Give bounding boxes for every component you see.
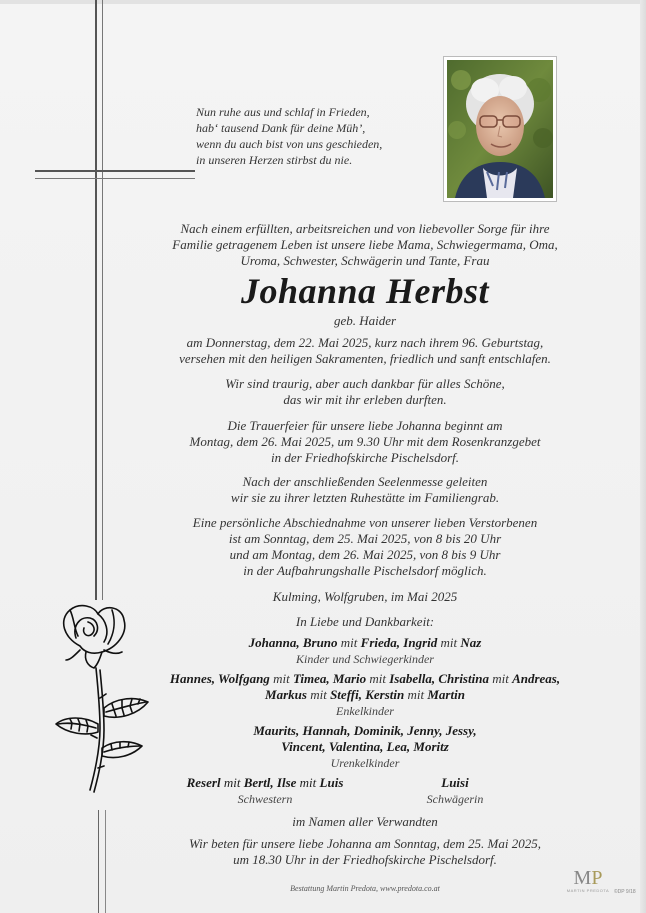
viewing-line: Eine persönliche Abschiednahme von unserer lieben Verstorbenen xyxy=(192,515,538,530)
mourner-name: Naz xyxy=(460,635,482,650)
sister-in-law-section xyxy=(395,775,515,807)
portrait-photo-frame xyxy=(443,56,557,202)
great-grandchildren-caption: Urenkelkinder xyxy=(330,756,400,770)
mourner-name: Andreas, xyxy=(512,671,561,686)
lower-vertical-line xyxy=(98,810,99,913)
poem-line: wenn du auch bist von uns geschieden, xyxy=(196,137,383,151)
intro-line: Uroma, Schwester, Schwägerin und Tante, Frau xyxy=(240,253,490,268)
mourner-name: Bertl, Ilse xyxy=(243,775,297,790)
logo-mark xyxy=(563,868,613,888)
siblings-caption: Schwestern xyxy=(237,792,293,806)
lower-vertical-line-inner xyxy=(105,810,106,913)
portrait-photo xyxy=(447,60,553,198)
mourner-name: Johanna, Bruno xyxy=(248,635,338,650)
mourner-name: Hannes, Wolfgang xyxy=(169,671,270,686)
viewing-text xyxy=(130,515,600,579)
logo-letter-m: M xyxy=(573,867,592,889)
place-date xyxy=(130,589,600,605)
funeral-text xyxy=(130,418,600,466)
mit-word: mit xyxy=(337,635,361,650)
maiden-name-text: geb. Haider xyxy=(333,313,397,328)
mit-word: mit xyxy=(269,671,293,686)
place-date-text: Kulming, Wolfgruben, im Mai 2025 xyxy=(272,589,458,604)
grandchildren-caption: Enkelkinder xyxy=(336,704,394,718)
love-line-text: In Liebe und Dankbarkeit: xyxy=(295,614,435,629)
viewing-line: ist am Sonntag, dem 25. Mai 2025, von 8 bis 20 Uhr xyxy=(228,531,502,546)
mourner-name: Reserl xyxy=(186,775,221,790)
siblings-section xyxy=(170,775,360,807)
mit-word: mit xyxy=(404,687,428,702)
mourner-name: Luisi xyxy=(441,775,469,790)
mit-word: mit xyxy=(366,671,390,686)
funeral-home-logo xyxy=(563,868,613,898)
viewing-line: in der Aufbahrungshalle Pischelsdorf möglich. xyxy=(243,563,487,578)
mourner-name: Isabella, Christina xyxy=(389,671,489,686)
mit-word: mit xyxy=(220,775,244,790)
gratitude-text xyxy=(130,376,600,408)
gratitude-line: Wir sind traurig, aber auch dankbar für alles Schöne, xyxy=(225,376,505,391)
death-notice-line: versehen mit den heiligen Sakramenten, friedlich und sanft entschlafen. xyxy=(179,351,551,366)
mass-line: um 18.30 Uhr in der Friedhofskirche Pischelsdorf. xyxy=(233,852,497,867)
poem-line: hab‘ tausend Dank für deine Müh’, xyxy=(196,121,366,135)
intro-line: Nach einem erfüllten, arbeitsreichen und von liebevoller Sorge für ihre xyxy=(180,221,550,236)
mourner-name: Markus xyxy=(265,687,307,702)
great-grandchildren-line: Maurits, Hannah, Dominik, Jenny, Jessy, xyxy=(253,723,477,738)
death-notice xyxy=(130,335,600,367)
form-code: ©DP 9/18 xyxy=(614,889,636,895)
page-edge-top xyxy=(0,0,646,4)
grandchildren-line2 xyxy=(110,687,620,703)
grandchildren-line1 xyxy=(110,671,620,687)
poem-line: in unseren Herzen stirbst du nie. xyxy=(196,153,353,167)
love-line xyxy=(130,614,600,630)
children-caption: Kinder und Schwiegerkinder xyxy=(296,652,434,666)
footer-funeral-home: Bestattung Martin Predota, www.predota.co.at xyxy=(290,884,440,893)
funeral-line: in der Friedhofskirche Pischelsdorf. xyxy=(271,450,459,465)
children-names xyxy=(130,635,600,651)
grandchildren-section xyxy=(110,671,620,719)
mourner-name: Steffi, Kerstin xyxy=(330,687,405,702)
funeral-line: Montag, dem 26. Mai 2025, um 9.30 Uhr mit dem Rosenkranzgebet xyxy=(189,434,541,449)
burial-line: wir sie zu ihrer letzten Ruhestätte im Familiengrab. xyxy=(230,490,500,505)
mit-word: mit xyxy=(488,671,513,686)
viewing-line: und am Montag, dem 26. Mai 2025, von 8 bis 9 Uhr xyxy=(229,547,501,562)
intro-line: Familie getragenem Leben ist unsere liebe Mama, Schwiegermama, Oma, xyxy=(172,237,558,252)
mit-word: mit xyxy=(296,775,320,790)
gratitude-line: das wir mit ihr erleben durften. xyxy=(283,392,447,407)
relatives-text: im Namen aller Verwandten xyxy=(292,814,438,829)
cross-vertical-line xyxy=(95,0,97,600)
mourner-name: Frieda, Ingrid xyxy=(360,635,438,650)
mass-text xyxy=(130,836,600,868)
death-notice-line: am Donnerstag, dem 22. Mai 2025, kurz nach ihrem 96. Geburtstag, xyxy=(186,335,544,350)
mourner-name: Timea, Mario xyxy=(292,671,367,686)
maiden-name xyxy=(130,313,600,329)
page-edge-right xyxy=(640,0,646,913)
logo-letter-p: P xyxy=(591,867,603,889)
great-grandchildren-line: Vincent, Valentina, Lea, Moritz xyxy=(281,739,449,754)
mit-word: mit xyxy=(306,687,331,702)
funeral-line: Die Trauerfeier für unsere liebe Johanna beginnt am xyxy=(227,418,503,433)
deceased-name: Johanna Herbst xyxy=(240,271,490,311)
siblings-names xyxy=(170,775,360,791)
cross-vertical-line-inner xyxy=(102,0,103,600)
mourner-name: Luis xyxy=(319,775,344,790)
mourner-name: Martin xyxy=(427,687,465,702)
children-section xyxy=(130,635,600,667)
poem xyxy=(196,104,436,168)
intro-text xyxy=(130,221,600,269)
mass-line: Wir beten für unsere liebe Johanna am Sonntag, dem 25. Mai 2025, xyxy=(189,836,541,851)
logo-subtitle: MARTIN PREDOTA xyxy=(566,888,610,893)
cross-horizontal-line xyxy=(35,170,195,172)
relatives-line xyxy=(130,814,600,830)
sister-in-law-caption: Schwägerin xyxy=(426,792,484,806)
great-grandchildren-section xyxy=(130,723,600,771)
cross-horizontal-line-inner xyxy=(35,178,195,179)
mit-word: mit xyxy=(437,635,461,650)
poem-line: Nun ruhe aus und schlaf in Frieden, xyxy=(196,105,370,119)
burial-line: Nach der anschließenden Seelenmesse geleiten xyxy=(242,474,488,489)
burial-text xyxy=(130,474,600,506)
